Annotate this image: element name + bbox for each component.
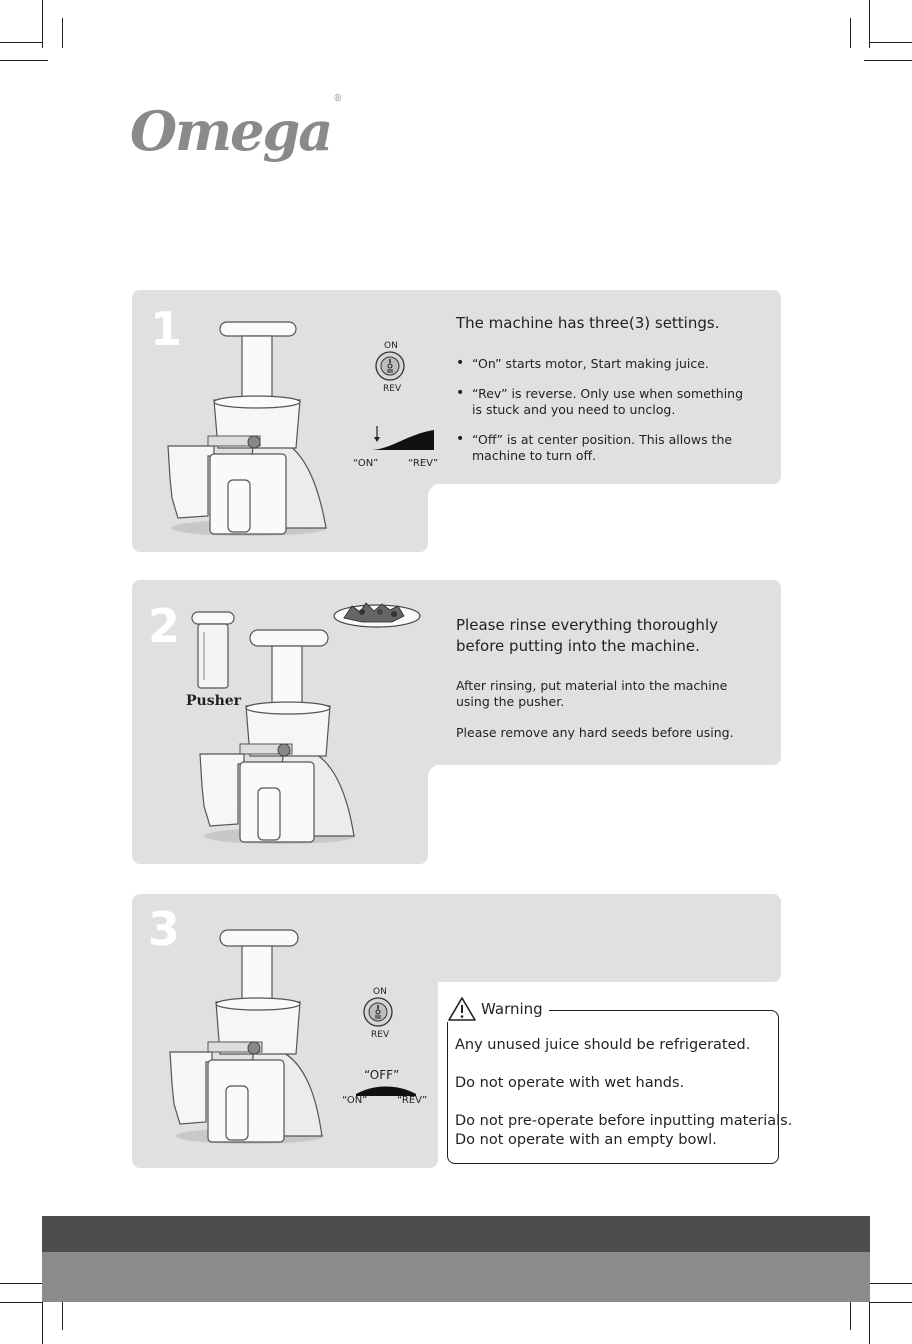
panel-notch-corner bbox=[428, 765, 448, 785]
step-1-number: 1 bbox=[150, 302, 183, 356]
crop-mark bbox=[870, 1302, 912, 1303]
warning-triangle-icon bbox=[447, 996, 477, 1022]
step-1-title: The machine has three(3) settings. bbox=[456, 314, 720, 332]
step-2-seed-note: Please remove any hard seeds before using. bbox=[456, 725, 734, 740]
settings-list bbox=[456, 356, 756, 478]
footer-band-light bbox=[42, 1252, 870, 1302]
step-2-title-line: before putting into the machine. bbox=[456, 637, 700, 655]
instruction-line: After rinsing, put material into the machine bbox=[456, 678, 728, 693]
footer-band-dark bbox=[42, 1216, 870, 1252]
power-switch-icon bbox=[362, 996, 394, 1028]
omega-logo: Omega ® bbox=[130, 94, 343, 163]
step-2-number: 2 bbox=[148, 599, 181, 653]
crop-mark bbox=[869, 0, 870, 48]
crop-mark bbox=[0, 1283, 48, 1284]
list-item: • “Off” is at center position. This allows the machine to turn off. bbox=[456, 432, 756, 464]
crop-mark bbox=[850, 18, 851, 48]
list-item: • “On” starts motor, Start making juice. bbox=[456, 356, 756, 372]
juicer-illustration bbox=[198, 626, 360, 848]
switch-rev-label: REV bbox=[371, 1030, 390, 1040]
step-3-panel-right bbox=[430, 894, 781, 982]
step-2-instructions bbox=[456, 678, 727, 710]
crop-mark bbox=[864, 1283, 912, 1284]
power-switch-icon bbox=[374, 350, 406, 382]
crop-mark bbox=[42, 1300, 43, 1344]
switch-on-label: ON bbox=[384, 341, 398, 351]
instruction-line: using the pusher. bbox=[456, 694, 565, 709]
warning-header bbox=[447, 996, 549, 1022]
list-item: Any unused juice should be refrigerated. bbox=[455, 1037, 751, 1053]
rocker-on-label: “ON” bbox=[342, 1095, 368, 1106]
crop-mark bbox=[62, 1300, 63, 1330]
warning-list bbox=[455, 1036, 793, 1150]
rocker-on-label: “ON” bbox=[353, 458, 379, 469]
pusher-label: Pusher bbox=[186, 693, 242, 709]
rocker-off-label: “OFF” bbox=[364, 1068, 400, 1082]
panel-notch-corner bbox=[428, 484, 448, 504]
step-2-title-line: Please rinse everything thoroughly bbox=[456, 616, 718, 634]
crop-mark bbox=[870, 42, 912, 43]
rocker-rev-label: “REV” bbox=[408, 458, 439, 469]
step-2-title bbox=[456, 615, 718, 657]
list-item: Do not pre-operate before inputting materials. bbox=[455, 1113, 793, 1129]
step-3-number: 3 bbox=[148, 902, 181, 956]
warning-title: Warning bbox=[481, 1000, 543, 1018]
crop-mark bbox=[850, 1300, 851, 1330]
list-item: • “Rev” is reverse. Only use when something is stuck and you need to unclog. bbox=[456, 386, 756, 418]
rocker-rev-label: “REV” bbox=[397, 1095, 428, 1106]
rocker-position-icon bbox=[368, 424, 438, 454]
switch-rev-label: REV bbox=[383, 384, 402, 394]
crop-mark bbox=[0, 60, 48, 61]
crop-mark bbox=[0, 42, 42, 43]
list-item: Do not operate with an empty bowl. bbox=[455, 1132, 717, 1148]
crop-mark bbox=[869, 1300, 870, 1344]
crop-mark bbox=[62, 18, 63, 48]
juicer-illustration bbox=[164, 318, 334, 540]
switch-on-label: ON bbox=[373, 987, 387, 997]
juicer-illustration bbox=[168, 926, 328, 1148]
crop-mark bbox=[42, 0, 43, 48]
list-item: Do not operate with wet hands. bbox=[455, 1075, 685, 1091]
crop-mark bbox=[864, 60, 912, 61]
crop-mark bbox=[0, 1302, 42, 1303]
